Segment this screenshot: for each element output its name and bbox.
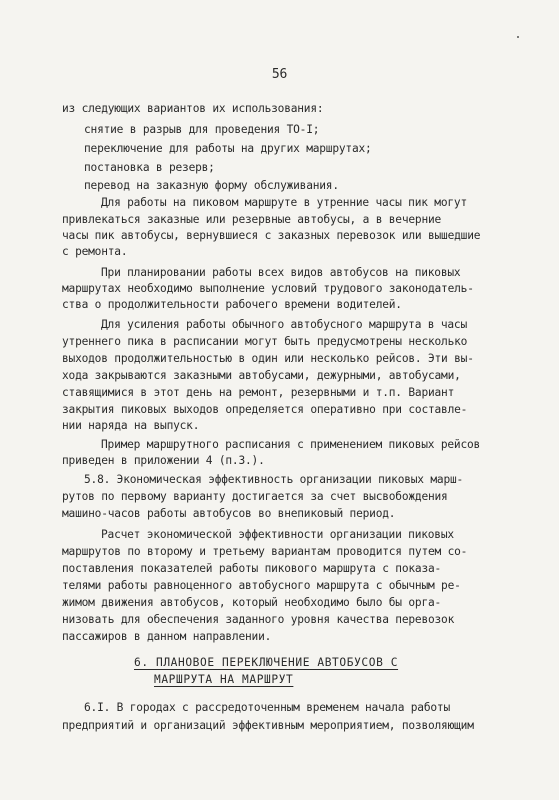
text-line: машино-часов работы автобусов во внепиковый период. <box>62 507 396 520</box>
text-line: пассажиров в данном направлении. <box>62 630 272 643</box>
text-line: перевод на заказную форму обслуживания. <box>84 179 339 192</box>
text-line: Расчет экономической эффективности организации пиковых <box>101 528 454 541</box>
text-line: маршрутов по второму и третьему вариантам проводится путем со- <box>62 545 468 558</box>
text-line: 6.I. В городах с рассредоточенным временем начала работы <box>84 701 450 714</box>
text-line: предприятий и организаций эффективным мероприятием, позволяющим <box>62 719 474 732</box>
text-line: постановка в резерв; <box>84 161 215 174</box>
text-line: хода закрываются заказными автобусами, дежурными, автобусами, <box>62 369 461 382</box>
text-line: утреннего пика в расписании могут быть предусмотрены несколько <box>62 335 468 348</box>
text-line: закрытия пиковых выходов определяется оперативно при составле- <box>62 403 468 416</box>
text-line: ставящимися в этот день на ремонт, резервными и т.п. Вариант <box>62 386 455 399</box>
text-line: приведен в приложении 4 (п.3.). <box>62 454 265 467</box>
text-line: телями работы равноценного автобусного маршрута с обычным ре- <box>62 579 461 592</box>
text-line: При планировании работы всех видов автобусов на пиковых <box>101 266 461 279</box>
scan-speck <box>517 36 519 38</box>
text-line: Для работы на пиковом маршруте в утренние часы пик могут <box>101 196 467 209</box>
text-line: жимом движения автобусов, который необходимо было бы орга- <box>62 596 442 609</box>
page-number: 56 <box>271 67 288 82</box>
text-line: маршрутах необходимо выполнение условий трудового законодатель- <box>62 282 474 295</box>
text-line: ства о продолжительности рабочего времени водителей. <box>62 298 402 311</box>
text-line: Пример маршрутного расписания с применением пиковых рейсов <box>101 438 481 451</box>
text-line: переключение для работы на других маршрутах; <box>84 142 372 155</box>
text-line: выходов продолжительностью в один или несколько рейсов. Эти вы- <box>62 352 474 365</box>
text-line: с ремонта. <box>62 245 128 258</box>
text-line: низовать для обеспечения заданного уровня качества перевозок <box>62 613 455 626</box>
text-line: 5.8. Экономическая эффективность организации пиковых марш- <box>84 473 464 486</box>
text-line: из следующих вариантов их использования: <box>62 102 324 115</box>
text-line: поставления показателей работы пикового маршрута с показа- <box>62 562 442 575</box>
text-line: Для усиления работы обычного автобусного маршрута в часы <box>101 318 467 331</box>
section-heading-line-2: МАРШРУТА НА МАРШРУТ <box>154 673 294 686</box>
text-line: привлекаться заказные или резервные автобусы, а в вечерние <box>62 213 442 226</box>
text-line: часы пик автобусы, вернувшиеся с заказных перевозок или вышедшие <box>62 229 481 242</box>
text-line: рутов по первому варианту достигается за счет высвобождения <box>62 490 448 503</box>
text-line: снятие в разрыв для проведения ТО-I; <box>84 123 320 136</box>
section-heading-line-1: 6. ПЛАНОВОЕ ПЕРЕКЛЮЧЕНИЕ АВТОБУСОВ С <box>134 656 399 669</box>
text-line: нии наряда на выпуск. <box>62 419 200 432</box>
